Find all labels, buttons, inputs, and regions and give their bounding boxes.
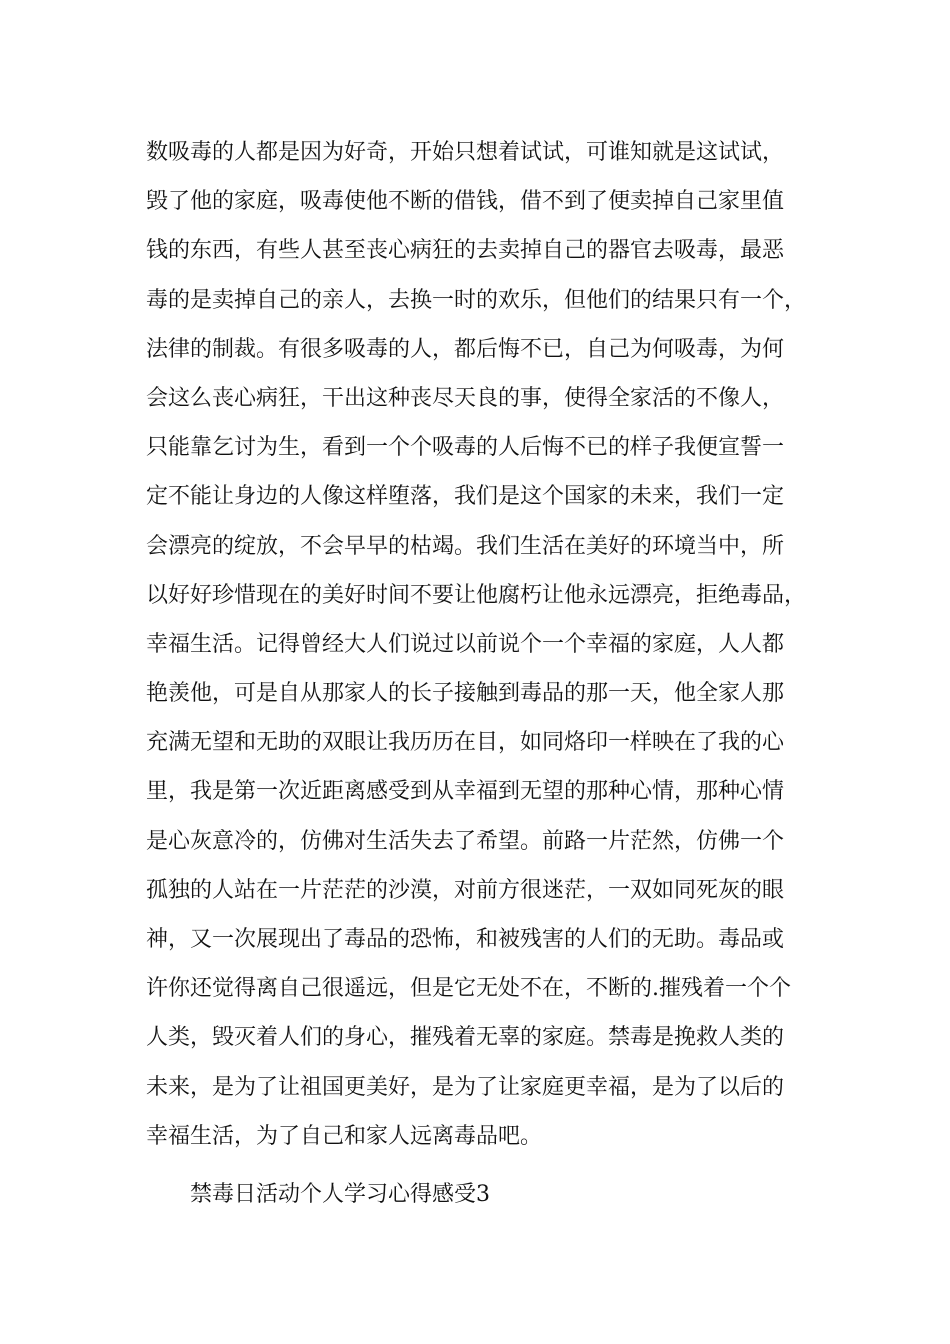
text-line: 是心灰意冷的，仿佛对生活失去了希望。前路一片茫然，仿佛一个: [146, 828, 785, 854]
text-line: 会漂亮的绽放，不会早早的枯竭。我们生活在美好的环境当中，所: [146, 533, 785, 559]
text-line: 充满无望和无助的双眼让我历历在目，如同烙印一样映在了我的心: [146, 730, 785, 756]
text-line: 以好好珍惜现在的美好时间不要让他腐朽让他永远漂亮，拒绝毒品，: [146, 582, 807, 608]
text-line: 幸福生活。记得曾经大人们说过以前说个一个幸福的家庭，人人都: [146, 631, 785, 657]
text-line: 艳羡他，可是自从那家人的长子接触到毒品的那一天，他全家人那: [146, 681, 785, 707]
text-line: 毁了他的家庭，吸毒使他不断的借钱，借不到了便卖掉自己家里值: [146, 189, 785, 215]
text-line: 只能靠乞讨为生，看到一个个吸毒的人后悔不已的样子我便宣誓一: [146, 435, 785, 461]
text-line: 毒的是卖掉自己的亲人，去换一时的欢乐，但他们的结果只有一个，: [146, 287, 807, 313]
section-heading: 禁毒日活动个人学习心得感受3: [190, 1182, 490, 1207]
text-line: 人类，毁灭着人们的身心，摧残着无辜的家庭。禁毒是挽救人类的: [146, 1025, 785, 1051]
text-line: 里，我是第一次近距离感受到从幸福到无望的那种心情，那种心情: [146, 779, 785, 805]
text-line: 钱的东西，有些人甚至丧心病狂的去卖掉自己的器官去吸毒，最恶: [146, 238, 785, 264]
text-line: 定不能让身边的人像这样堕落，我们是这个国家的未来，我们一定: [146, 484, 785, 510]
text-line: 神，又一次展现出了毒品的恐怖，和被残害的人们的无助。毒品或: [146, 927, 785, 952]
text-line: 许你还觉得离自己很遥远，但是它无处不在，不断的.摧残着一个个: [146, 976, 791, 1002]
text-line: 会这么丧心病狂，干出这种丧尽天良的事，使得全家活的不像人，: [146, 385, 785, 411]
text-line: 法律的制裁。有很多吸毒的人，都后悔不已，自己为何吸毒，为何: [146, 336, 785, 362]
text-line: 孤独的人站在一片茫茫的沙漠，对前方很迷茫，一双如同死灰的眼: [146, 877, 785, 903]
text-line: 数吸毒的人都是因为好奇，开始只想着试试，可谁知就是这试试，: [146, 140, 785, 165]
body-paragraph: [146, 128, 846, 1161]
text-line: 幸福生活，为了自己和家人远离毒品吧。: [146, 1123, 543, 1149]
text-line: 未来，是为了让祖国更美好，是为了让家庭更幸福，是为了以后的: [146, 1074, 785, 1100]
